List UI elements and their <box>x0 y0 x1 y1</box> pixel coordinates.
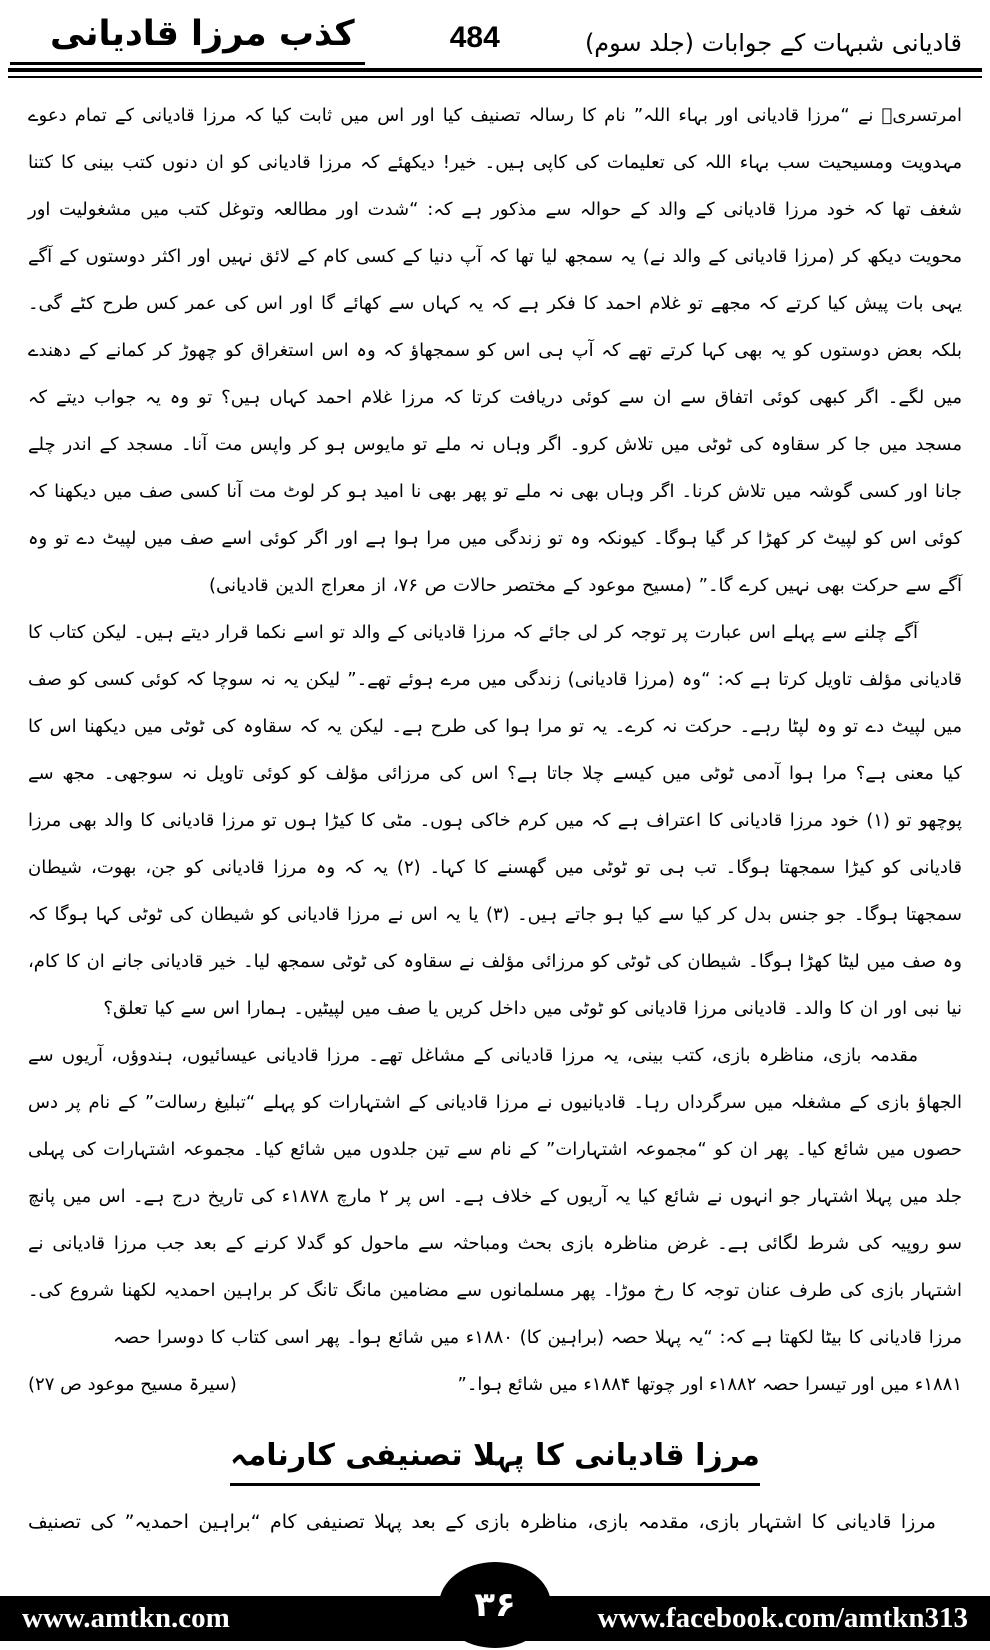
page-body <box>0 78 990 1544</box>
page-number-urdu: ۳۶ <box>474 1585 516 1625</box>
paragraph-publications: مقدمہ بازی، مناظرہ بازی، کتب بینی، یہ مرزا قادیانی کے مشاغل تھے۔ مرزا قادیانی عیسائیوں، ہندوؤں، آریوں سے الجھاؤ بازی کے مشغلہ میں سرگرداں رہا۔ قادیانیوں نے مرزا قادیانی کے اشتہارات کو پہلے “تبلیغ رسالت” کے نام پر دس حصوں میں شائع کیا۔ پھر ان کو “مجموعہ اشتہارات” کے نام سے تین جلدوں میں شائع کیا۔ مجموعہ اشتہارات کی پہلی جلد میں پہلا اشتہار جو انہوں نے شائع کیا یہ آریوں کے خلاف ہے۔ اس پر ۲ مارچ ۱۸۷۸ء کی تاریخ درج ہے۔ اس میں پانچ سو روپیہ کی شرط لگائی ہے۔ غرض مناظرہ بازی بحث ومباحثہ سے ماحول کو گدلا کرنے کے بعد جب مرزا قادیانی نے اشتہار بازی کی طرف عنان توجہ کا رخ موڑا۔ پھر مسلمانوں سے مضامین مانگ تانگ کر براہین احمدیہ لکھنا شروع کی۔ مرزا قادیانی کا بیٹا لکھتا ہے کہ: “یہ پہلا حصہ (براہین کا) ۱۸۸۰ء میں شائع ہوا۔ پھر اسی کتاب کا دوسرا حصہ <box>28 1045 962 1348</box>
quote-end-text: ۱۸۸۱ء میں اور تیسرا حصہ ۱۸۸۲ء اور چوتھا ۱۸۸۴ء میں شائع ہوا۔” <box>457 1374 962 1395</box>
section-heading <box>28 1438 962 1486</box>
quote-end-row <box>28 1361 962 1408</box>
closing-line: مرزا قادیانی کا اشتہار بازی، مقدمہ بازی، مناظرہ بازی کے بعد پہلا تصنیفی کام “براہین احمدیہ” کی تصنیف <box>28 1511 936 1533</box>
facebook-url: www.facebook.com/amtkn313 <box>597 1602 968 1634</box>
page-number-badge <box>439 1562 551 1648</box>
page-number: 484 <box>449 21 500 54</box>
book-title: کذب مرزا قادیانی <box>10 14 365 65</box>
paragraph-commentary: آگے چلنے سے پہلے اس عبارت پر توجہ کر لی جائے کہ مرزا قادیانی کے والد تو اسے نکما قرار دیتے ہیں۔ لیکن کتاب کا قادیانی مؤلف تاویل کرتا ہے کہ: “وہ (مرزا قادیانی) زندگی میں مرے ہوئے تھے۔” لیکن یہ نہ سوچا کہ کوئی کسی کو صف میں لپیٹ دے تو وہ لپٹا رہے۔ حرکت نہ کرے۔ یہ تو مرا ہوا کی طرح ہے۔ لیکن یہ کہ سقاوہ کی ٹوٹی میں دیکھنا اس کا کیا معنی ہے؟ مرا ہوا آدمی ٹوٹی میں کیسے چلا جاتا ہے؟ اس کی مرزائی مؤلف کو کوئی تاویل نہ سوجھی۔ مجھ سے پوچھو تو (۱) خود مرزا قادیانی کا اعتراف ہے کہ میں کرم خاکی ہوں۔ مٹی کا کیڑا ہوں تو مرزا قادیانی کا والد بھی مرزا قادیانی کو کیڑا سمجھتا ہوگا۔ تب ہی تو ٹوٹی میں گھسنے کا کہا۔ (۲) یہ کہ وہ مرزا قادیانی کو جن، بھوت، شیطان سمجھتا ہوگا۔ جو جنس بدل کر کیا سے کیا ہو جاتے ہیں۔ (۳) یا یہ اس نے مرزا قادیانی کو شیطان کی ٹوٹی کہا ہوگا کہ وہ صف میں لیٹا کھڑا ہوگا۔ شیطان کی ٹوٹی کو مرزائی مؤلف نے سقاوہ کی ٹوٹی سمجھ لیا۔ خیر قادیانی جانے ان کا کام، نیا نبی اور ان کا والد۔ قادیانی مرزا قادیانی کو ٹوٹی میں داخل کریں یا صف میں لپیٹیں۔ ہمارا اس سے کیا تعلق؟ <box>28 622 962 1019</box>
section-heading-text: مرزا قادیانی کا پہلا تصنیفی کارنامہ <box>230 1438 760 1486</box>
website-url: www.amtkn.com <box>22 1602 230 1634</box>
citation-text: (سیرۃ مسیح موعود ص ۲۷) <box>28 1374 237 1395</box>
page-header <box>0 0 990 65</box>
header-divider-rule <box>8 68 982 78</box>
paragraph-amritsari-quote: امرتسریؒ نے “مرزا قادیانی اور بہاء اللہ” نام کا رسالہ تصنیف کیا اور اس میں ثابت کیا کہ مرزا قادیانی کے تمام دعوے مہدویت ومسیحیت سب بہاء اللہ کی تعلیمات کی کاپی ہیں۔ خیر! دیکھئے کہ مرزا قادیانی کو ان دنوں کتب بینی کا کتنا شغف تھا کہ خود مرزا قادیانی کے والد کے حوالہ سے مذکور ہے کہ: “شدت اور مطالعہ وتوغل کتب میں مشغولیت اور محویت دیکھ کر (مرزا قادیانی کے والد نے) یہ سمجھ لیا تھا کہ آپ دنیا کے کسی کام کے لائق نہیں اور اکثر دوستوں کے آگے یہی بات پیش کیا کرتے کہ مجھے تو غلام احمد کا فکر ہے کہ یہ کہاں سے کھائے گا اور اس کی عمر کس طرح کٹے گی۔ بلکہ بعض دوستوں کو یہ بھی کہا کرتے تھے کہ آپ ہی اس کو سمجھاؤ کہ وہ اس استغراق کو چھوڑ کر کمانے کے دھندے میں لگے۔ اگر کبھی کوئی اتفاق سے ان سے کوئی دریافت کرتا کہ مرزا غلام احمد کہاں ہیں؟ تو وہ یہ جواب دیتے کہ مسجد میں جا کر سقاوہ کی ٹوٹی میں تلاش کرو۔ اگر وہاں نہ ملے تو مایوس ہو کر واپس مت آنا۔ مسجد کے اندر چلے جانا اور کسی گوشہ میں تلاش کرنا۔ اگر وہاں بھی نہ ملے تو پھر بھی نا امید ہو کر لوٹ مت آنا کسی صف میں دیکھنا کہ کوئی اس کو لپیٹ کر کھڑا کر گیا ہوگا۔ کیونکہ وہ تو زندگی میں مرا ہوا ہے اور اگر کوئی اسے صف میں لپیٹ دے تو وہ آگے سے حرکت بھی نہیں کرے گا۔” (مسیح موعود کے مختصر حالات ص ۷۶، از معراج الدین قادیانی) <box>28 105 962 596</box>
series-title: قادیانی شبہات کے جوابات (جلد سوم) <box>584 29 962 57</box>
